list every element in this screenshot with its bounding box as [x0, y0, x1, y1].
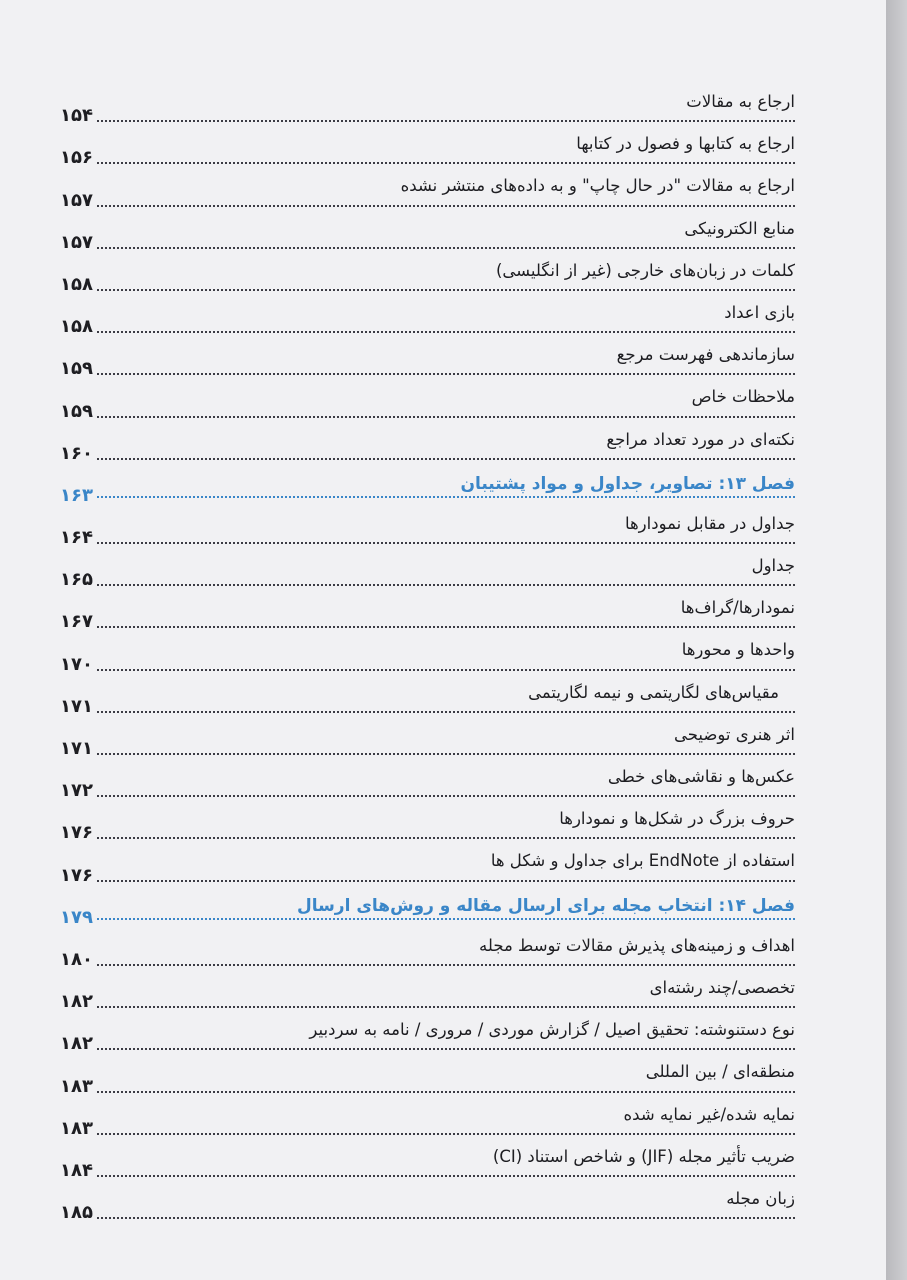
toc-page-number: ۱۶۵ — [60, 570, 96, 590]
toc-entry-title: جداول — [748, 556, 795, 576]
toc-entry-title: ضریب تأثیر مجله (JIF) و شاخص استناد (CI) — [489, 1147, 795, 1167]
toc-entry — [60, 930, 795, 972]
toc-page-number: ۱۷۱ — [60, 697, 96, 717]
toc-entry-title: ارجاع به مقالات — [682, 92, 795, 112]
toc-entry-title: نکته‌ای در مورد تعداد مراجع — [602, 430, 795, 450]
toc-page-number: ۱۸۵ — [60, 1203, 96, 1223]
toc-page-number: ۱۸۴ — [60, 1161, 96, 1181]
dot-leader — [88, 669, 795, 671]
toc-page-number: ۱۶۴ — [60, 528, 96, 548]
dot-leader — [88, 584, 795, 586]
toc-chapter-heading — [60, 888, 795, 930]
toc-entry-title: نمودارها/گراف‌ها — [677, 598, 795, 618]
toc-entry-title: منابع الکترونیکی — [680, 219, 795, 239]
toc-entry — [60, 1056, 795, 1098]
dot-leader — [88, 795, 795, 797]
toc-entry — [60, 1099, 795, 1141]
toc-entry-title: استفاده از EndNote برای جداول و شکل ها — [487, 851, 795, 871]
dot-leader — [88, 964, 795, 966]
toc-page-number: ۱۵۹ — [60, 359, 96, 379]
toc-entry — [60, 845, 795, 887]
toc-entry-title: اهداف و زمینه‌های پذیرش مقالات توسط مجله — [475, 936, 795, 956]
toc-page-number: ۱۸۲ — [60, 1034, 96, 1054]
toc-page-number: ۱۵۷ — [60, 191, 96, 211]
toc-page-number: ۱۸۳ — [60, 1119, 96, 1139]
dot-leader — [88, 289, 795, 291]
toc-entry — [60, 128, 795, 170]
dot-leader — [88, 1133, 795, 1135]
dot-leader — [88, 205, 795, 207]
toc-page-number: ۱۵۴ — [60, 106, 96, 126]
toc-entry — [60, 803, 795, 845]
dot-leader — [88, 458, 795, 460]
dot-leader — [88, 331, 795, 333]
toc-entry-title: کلمات در زبان‌های خارجی (غیر از انگلیسی) — [492, 261, 795, 281]
toc-page-number: ۱۷۱ — [60, 739, 96, 759]
toc-page-number: ۱۷۶ — [60, 866, 96, 886]
toc-entry — [60, 1183, 795, 1225]
toc-entry-title: حروف بزرگ در شکل‌ها و نمودارها — [555, 809, 795, 829]
dot-leader — [88, 837, 795, 839]
toc-entry-title: فصل ۱۴: انتخاب مجله برای ارسال مقاله و روش‌های ارسال — [293, 896, 795, 916]
toc-page-number: ۱۶۳ — [60, 486, 96, 506]
toc-page-number: ۱۷۹ — [60, 908, 96, 928]
toc-entry — [60, 86, 795, 128]
dot-leader — [88, 120, 795, 122]
toc-page-number: ۱۶۷ — [60, 612, 96, 632]
toc-entry-title: جداول در مقابل نمودارها — [621, 514, 795, 534]
toc-page-number: ۱۷۲ — [60, 781, 96, 801]
toc-entry — [60, 592, 795, 634]
toc-page-number: ۱۶۰ — [60, 444, 96, 464]
toc-entry-title: عکس‌ها و نقاشی‌های خطی — [604, 767, 795, 787]
toc-entry — [60, 972, 795, 1014]
toc-entry-title: ارجاع به مقالات "در حال چاپ" و به داده‌های منتشر نشده — [397, 176, 795, 196]
toc-entry-title: اثر هنری توضیحی — [670, 725, 795, 745]
toc-entry — [60, 1014, 795, 1056]
dot-leader — [88, 542, 795, 544]
dot-leader — [88, 711, 795, 713]
dot-leader — [88, 162, 795, 164]
dot-leader — [88, 918, 795, 920]
toc-page-number: ۱۷۰ — [60, 655, 96, 675]
toc-page-number: ۱۸۲ — [60, 992, 96, 1012]
toc-entry-title: ملاحظات خاص — [688, 387, 795, 407]
toc-entry-title: نوع دستنوشته: تحقیق اصیل / گزارش موردی / مروری / نامه به سردبیر — [305, 1020, 795, 1040]
dot-leader — [88, 373, 795, 375]
toc-chapter-heading — [60, 466, 795, 508]
dot-leader — [88, 247, 795, 249]
dot-leader — [88, 1175, 795, 1177]
toc-entry — [60, 381, 795, 423]
table-of-contents — [60, 86, 795, 1225]
toc-entry-title: سازماندهی فهرست مرجع — [613, 345, 795, 365]
page-edge — [886, 0, 907, 1280]
toc-entry — [60, 508, 795, 550]
dot-leader — [88, 626, 795, 628]
toc-entry — [60, 170, 795, 212]
dot-leader — [88, 1006, 795, 1008]
toc-entry — [60, 297, 795, 339]
toc-entry — [60, 339, 795, 381]
dot-leader — [88, 880, 795, 882]
toc-page-number: ۱۵۸ — [60, 275, 96, 295]
dot-leader — [88, 753, 795, 755]
toc-entry — [60, 424, 795, 466]
toc-entry-title: فصل ۱۳: تصاویر، جداول و مواد پشتیبان — [456, 474, 795, 494]
toc-entry-title: مقیاس‌های لگاریتمی و نیمه لگاریتمی — [524, 683, 779, 703]
toc-entry-title: ارجاع به کتابها و فصول در کتابها — [572, 134, 795, 154]
toc-page-number: ۱۵۶ — [60, 148, 96, 168]
toc-entry — [60, 1141, 795, 1183]
toc-entry-title: نمایه شده/غیر نمایه شده — [620, 1105, 795, 1125]
toc-entry-title: واحدها و محورها — [678, 640, 795, 660]
toc-page-number: ۱۵۸ — [60, 317, 96, 337]
dot-leader — [88, 496, 795, 498]
toc-entry — [60, 550, 795, 592]
dot-leader — [88, 1217, 795, 1219]
toc-entry-title: بازی اعداد — [720, 303, 795, 323]
toc-entry — [60, 255, 795, 297]
toc-page-number: ۱۸۰ — [60, 950, 96, 970]
dot-leader — [88, 416, 795, 418]
dot-leader — [88, 1048, 795, 1050]
toc-page-number: ۱۸۳ — [60, 1077, 96, 1097]
toc-entry — [60, 213, 795, 255]
toc-page-number: ۱۵۹ — [60, 402, 96, 422]
toc-page-number: ۱۷۶ — [60, 823, 96, 843]
toc-entry — [60, 634, 795, 676]
toc-entry-title: منطقه‌ای / بین المللی — [642, 1062, 795, 1082]
toc-entry — [60, 677, 795, 719]
toc-entry — [60, 761, 795, 803]
toc-entry-title: زبان مجله — [722, 1189, 795, 1209]
dot-leader — [88, 1091, 795, 1093]
toc-entry — [60, 719, 795, 761]
toc-page-number: ۱۵۷ — [60, 233, 96, 253]
toc-entry-title: تخصصی/چند رشته‌ای — [646, 978, 795, 998]
